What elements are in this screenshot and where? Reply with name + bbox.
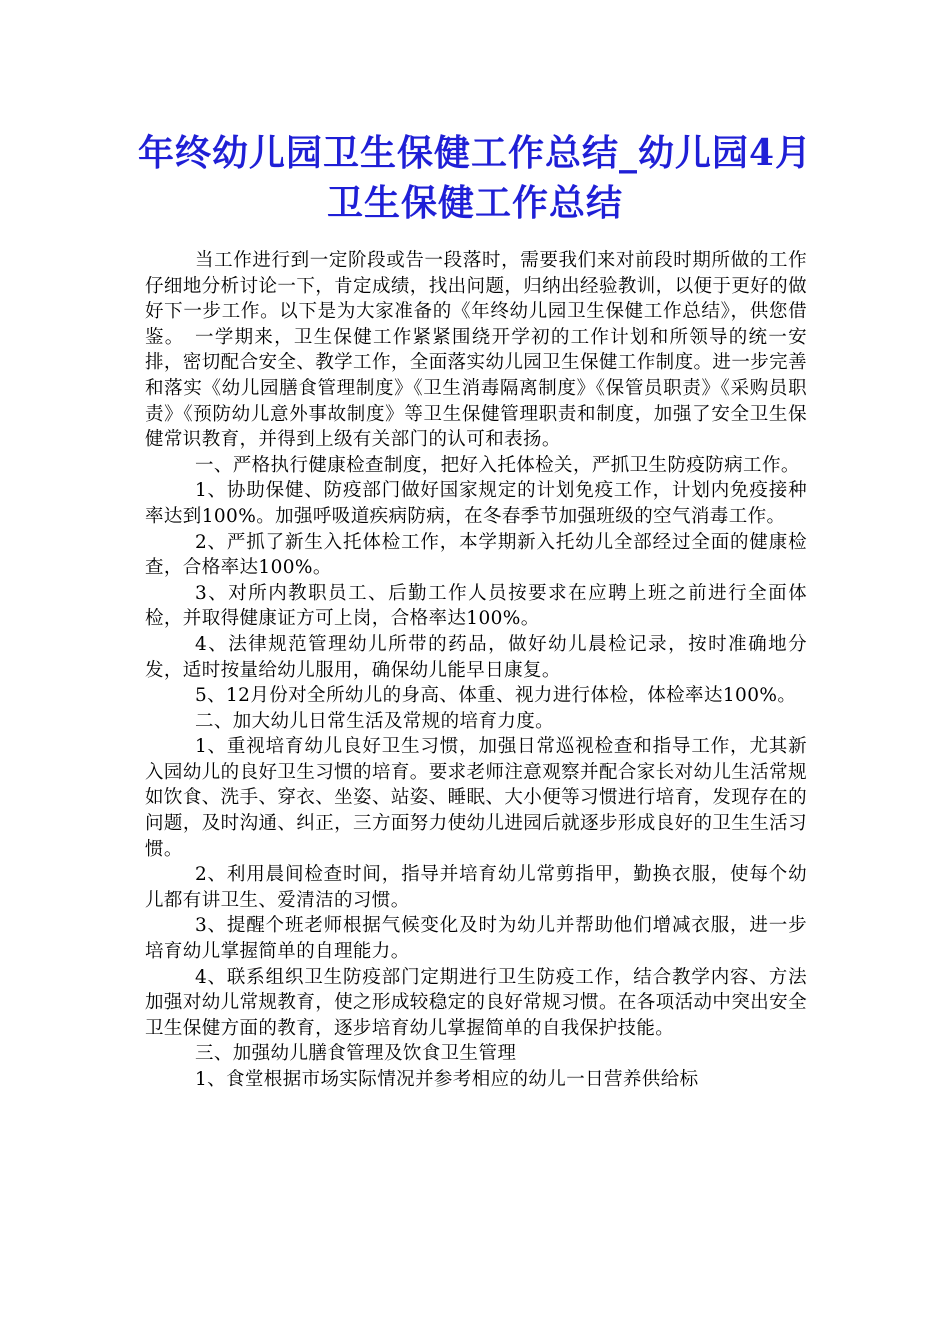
section-heading-3: 三、加强幼儿膳食管理及饮食卫生管理 [194, 1043, 517, 1065]
section-heading-2: 二、加大幼儿日常生活及常规的培育力度。 [194, 710, 555, 732]
paragraph-intro: 当工作进行到一定阶段或告一段落时，需要我们来对前段时期所做的工作仔细地分析讨论一下，肯定成绩，找出问题，归纳出经验教训，以便于更好的做好下一步工作。以下是为大家准备的《年终幼儿园卫生保健工作总结》，供您借鉴。 一学期来，卫生保健工作紧紧围绕开学初的工作计划和所领导的统一安排，密切配合安全、教学工作，全面落实幼儿园卫生保健工作制度。进一步完善和落实《幼儿园膳食管理制度》《卫生消毒隔离制度》《保管员职责》《采购员职责》《预防幼儿意外事故制度》等卫生保健管理职责和制度，加强了安全卫生保健常识教育，并得到上级有关部门的认可和表扬。 [145, 250, 807, 451]
list-item: 2、严抓了新生入托体检工作，本学期新入托幼儿全部经过全面的健康检查，合格率达100%。 [145, 531, 807, 579]
document-body [145, 248, 807, 1093]
list-item: 4、联系组织卫生防疫部门定期进行卫生防疫工作，结合教学内容、方法加强对幼儿常规教育，使之形成较稳定的良好常规习惯。在各项活动中突出安全卫生保健方面的教育，逐步培育幼儿掌握简单的自我保护技能。 [145, 966, 807, 1039]
list-item: 3、对所内教职员工、后勤工作人员按要求在应聘上班之前进行全面体检，并取得健康证方可上岗，合格率达100%。 [145, 582, 807, 630]
section-heading-1: 一、严格执行健康检查制度，把好入托体检关，严抓卫生防疫防病工作。 [194, 454, 800, 476]
list-item: 1、食堂根据市场实际情况并参考相应的幼儿一日营养供给标 [194, 1069, 699, 1090]
list-item: 5、12月份对全所幼儿的身高、体重、视力进行体检，体检率达100%。 [194, 685, 797, 707]
list-item: 4、法律规范管理幼儿所带的药品，做好幼儿晨检记录，按时准确地分发，适时按量给幼儿服用，确保幼儿能早日康复。 [145, 633, 807, 681]
list-item: 1、协助保健、防疫部门做好国家规定的计划免疫工作，计划内免疫接种率达到100%。加强呼吸道疾病防病，在冬春季节加强班级的空气消毒工作。 [145, 480, 807, 527]
list-item: 1、重视培育幼儿良好卫生习惯，加强日常巡视检查和指导工作，尤其新入园幼儿的良好卫生习惯的培育。要求老师注意观察并配合家长对幼儿生活常规如饮食、洗手、穿衣、坐姿、站姿、睡眠、大小便等习惯进行培育，发现存在的问题，及时沟通、纠正，三方面努力使幼儿进园后就逐步形成良好的卫生生活习惯。 [145, 736, 807, 860]
list-item: 2、利用晨间检查时间，指导并培育幼儿常剪指甲，勤换衣服，使每个幼儿都有讲卫生、爱清洁的习惯。 [145, 864, 807, 911]
list-item: 3、提醒个班老师根据气候变化及时为幼儿并帮助他们增减衣服，进一步培育幼儿掌握简单的自理能力。 [145, 915, 807, 963]
document-title: 年终幼儿园卫生保健工作总结_幼儿园4月卫生保健工作总结 [137, 132, 813, 224]
